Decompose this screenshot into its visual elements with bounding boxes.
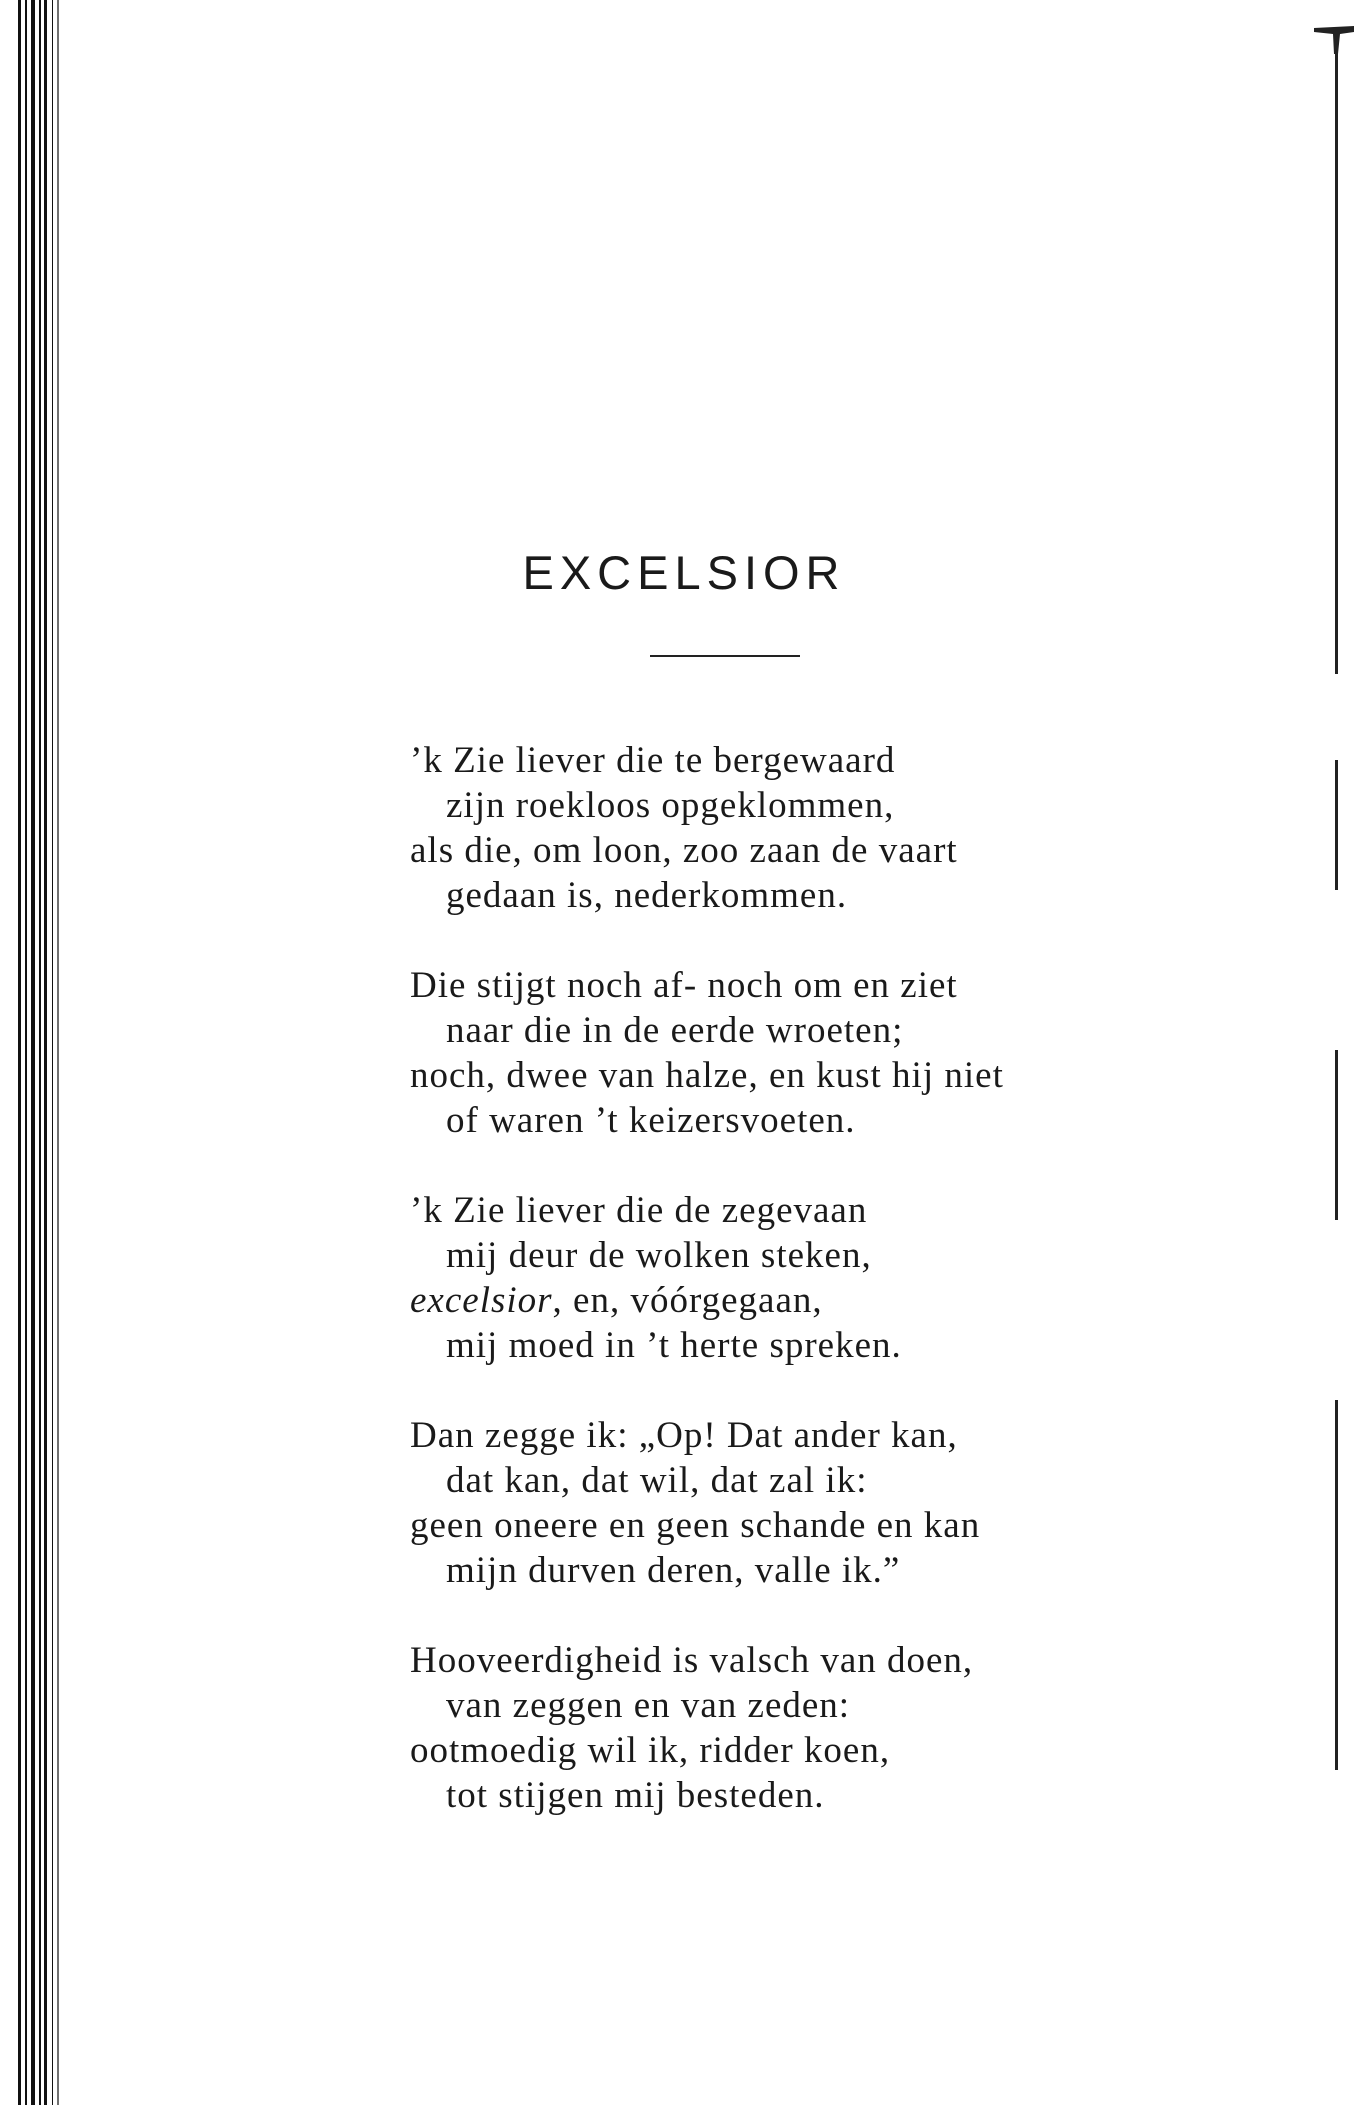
- stanza-5: [410, 1638, 1110, 1818]
- stanza-2: [410, 963, 1110, 1143]
- spine-line: [57, 0, 59, 2105]
- verse-line: Hooveerdigheid is valsch van doen,: [410, 1640, 974, 1681]
- spine-line: [44, 0, 47, 2105]
- verse-line: van zeggen en van zeden:: [446, 1685, 851, 1726]
- verse-line: zijn roekloos opgeklommen,: [446, 785, 895, 826]
- verse-line: naar die in de eerde wroeten;: [446, 1010, 904, 1051]
- verse-line: Die stijgt noch af- noch om en ziet: [410, 965, 958, 1006]
- page-edge-mark: [1314, 24, 1354, 54]
- verse-line: mij moed in ’t herte spreken.: [446, 1325, 902, 1366]
- verse-line: [410, 1278, 1110, 1323]
- spine-line: [52, 0, 53, 2105]
- verse-line: mijn durven deren, valle ik.”: [446, 1550, 901, 1591]
- verse-line: als die, om loon, zoo zaan de vaart: [410, 830, 958, 871]
- stanza-1: [410, 738, 1110, 918]
- page-edge-line: [1335, 1050, 1338, 1220]
- spine-line: [31, 0, 35, 2105]
- spine-line: [18, 0, 21, 2105]
- italic-word: excelsior: [410, 1280, 553, 1321]
- stanza-3: [410, 1188, 1110, 1368]
- verse-line: geen oneere en geen schande en kan: [410, 1505, 981, 1546]
- verse-line: tot stijgen mij besteden.: [446, 1775, 825, 1816]
- page-edge-line: [1335, 760, 1338, 890]
- verse-line: ’k Zie liever die te bergewaard: [410, 740, 896, 781]
- page-edge-line: [1335, 1400, 1338, 1770]
- stanza-4: [410, 1413, 1110, 1593]
- spine-line: [39, 0, 41, 2105]
- verse-line: gedaan is, nederkommen.: [446, 875, 848, 916]
- verse-line-rest: , en, vóórgegaan,: [552, 1280, 823, 1321]
- verse-line: ootmoedig wil ik, ridder koen,: [410, 1730, 891, 1771]
- verse-line: noch, dwee van halze, en kust hij niet: [410, 1055, 1004, 1096]
- verse-line: of waren ’t keizersvoeten.: [446, 1100, 856, 1141]
- verse-line: ’k Zie liever die de zegevaan: [410, 1190, 868, 1231]
- title-divider: [650, 655, 800, 657]
- poem-body: [410, 738, 1110, 1863]
- verse-line: Dan zegge ik: „Op! Dat ander kan,: [410, 1415, 958, 1456]
- spine-line: [25, 0, 27, 2105]
- poem-title: EXCELSIOR: [522, 546, 846, 599]
- verse-line: mij deur de wolken steken,: [446, 1235, 872, 1276]
- binding-spine: [0, 0, 70, 2105]
- verse-line: dat kan, dat wil, dat zal ik:: [446, 1460, 868, 1501]
